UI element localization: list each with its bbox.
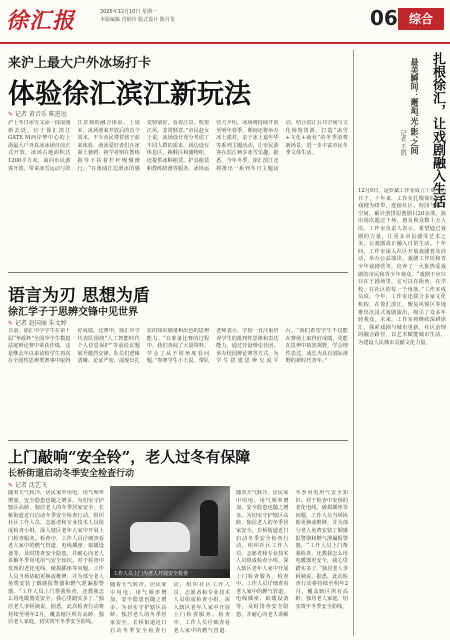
article4-kicker: 扎根徐汇，让戏剧融入生活: [430, 52, 445, 208]
photo-vehicle: [130, 522, 190, 552]
pen-icon: ✎: [8, 482, 14, 489]
photo-person: [200, 500, 218, 556]
article3-byline: [8, 480, 47, 489]
article4-byline: 记者 王凯: [399, 130, 406, 156]
divider: [8, 440, 348, 441]
article2-byline-text: 记者 赵国丽 朱文婷: [14, 320, 67, 327]
masthead: [0, 0, 450, 44]
masthead-date: 2025年12月10日 星期一: [100, 9, 158, 15]
article2-kicker: 语言为刃 思想为盾: [8, 286, 150, 306]
article1-byline-text: 记者 黄音乐 陈进远: [14, 111, 67, 118]
article3-photo: [110, 486, 230, 578]
article2-byline: [8, 318, 67, 327]
article1-byline: [8, 109, 67, 118]
article3-headline: 上门敲响“安全铃”，老人过冬有保障: [8, 448, 251, 466]
article1-body: 沪上冬日冰雪又添一抹浪漫新去处。位于徐汇滨江GATE M西岸梦中心的上海最大户外真冰冰场日前正式开放，冰场占地面积达1200平方米，面向市民游客开放，带来冰雪运动与滨江景观的融合体验。上周末，冰场迎来开放后的首个周末，不少市民带着孩子前来体验，滑冰爱好者们在冰面上驰骋，初学者则在教练指导下扶着栏杆慢慢滑行。“在黄浦江边滑冰的感觉特别好，看着江景，吹着江风，非常惬意。”市民赵女士说。冰场设计充分考虑了不同人群的需求，场边设有休息区、换鞋区和储物柜，还提供冰鞋租赁、护具租赁和教练陪滑等服务。冰场运营方介绍，冰场将持续开放至明年春季，期间还将举办冰上派对、亲子冰上嘉年华等系列主题活动，让市民游客在滨江畅享冰雪乐趣。据悉，今年冬季，徐汇滨江还将推出一系列冬日主题活动，结合滨江公共空间与文化场馆资源，打造“冰雪+文化+商业”的冬季消费新场景，进一步丰富市民冬季文体生活。: [8, 120, 348, 172]
article2-headline: 徐汇学子于思辨交锋中见世界: [8, 307, 138, 318]
article4-body: 12月9日，是罗斌工作室成立十周年的日子。十年来，工作室扎根徐汇，以戏剧为纽带，连接社区、校园与城市空间，累计创排原创剧目20余部，演出场次超过千场，惠及观众数十万人次。工作室负责人表示，希望通过戏剧的力量，让更多市民感受艺术之美，让戏剧真正融入日常生活。十年间，工作室深入社区开展戏剧普及活动，举办公益演出、戏剧工作坊和青少年戏剧营等，培养了一大批热爱戏剧的市民和青少年观众。“戏剧不应只存在于剧场里，它可以在街角、在学校、在社区的每一个角落。”工作室成员说。今年，工作室还联合多家文化机构，在徐汇滨江、衡复风貌区等地推出沉浸式戏剧演出，吸引了众多年轻观众。未来，工作室将继续深耕徐汇，探索戏剧与城市更新、社区治理的融合路径，以艺术赋能城市生活，为建设人民城市贡献文化力量。: [358, 188, 446, 346]
column-divider: [353, 50, 354, 636]
article2-body: 日前，徐汇中学学生在第十届“华政杯”全国中学生模拟法庭辩论赛中荣获佳绩，这是继去年以来该校学生再次在全国性思辨类赛事中取得好成绩。比赛中，徐汇中学代表队围绕“人工智能时代个人信息保护”等前沿议题展开激烈交锋。队员们逻辑清晰、论证严密，展现出扎实的知识储备和出色的思辨能力。“在准备比赛的过程中，我们查阅了大量资料，学会了从不同角度看问题。”参赛学生小王说。带队老师表示，学校一直注重培养学生的批判性思维和表达能力，通过开设辩论社团、举办校园辩论赛等方式，为学生搭建思辨交流平台。“我们希望学生不仅能在赛场上取得好成绩，更能在思辨中拓宽视野，学会理性表达，成长为具有国际视野的新时代青年。”: [8, 328, 348, 365]
article3-body-under-photo: 随着天气转冷，居民家中用电、用气频率增加，安全隐患也随之增多。为切实守护辖区高龄、独居老人的冬季居家安全，长桥街道近日启动冬季安全检查行动，组织社区工作人员、志愿者和专业技术人员组成检查小组，深入辖区老年人家中开展上门检查服务。检查中，工作人员仔细查看老人家中的燃气管道、: [110, 582, 230, 634]
article3-byline-text: 记者 沈艺飞: [14, 482, 47, 489]
article3-subhead: 长桥街道启动冬季安全检查行动: [8, 469, 135, 479]
article3-body-right: 随着天气转冷，居民家中用电、用气频率增加，安全隐患也随之增多。为切实守护辖区高龄、独居老人的冬季居家安全，长桥街道近日启动冬季安全检查行动，组织社区工作人员、志愿者和专业技术人员组成检查小组，深入辖区老年人家中开展上门检查服务。检查中，工作人员仔细查看老人家中的燃气管道、电线插座、取暖设备等，及时排查安全隐患，并耐心向老人讲解冬季用电用气安全知识。对于检查中发现的老化电线、破损插座等问题，工作人员当场协助更换或维修，并为部分老人免费安装了烟感报警器和燃气泄漏报警器。“工作人员上门帮我检查，还教我怎么用电暖器更安全，我心里踏实多了。”独居老人李阿姨说。据悉，此次检查行动将持续至明年2月，覆盖辖区所有高龄、独居老人家庭，切实筑牢冬季安全防线。: [236, 490, 348, 618]
pen-icon: ✎: [8, 111, 14, 118]
photo-caption: 工作人员上门为老人开展安全检查: [110, 569, 230, 578]
divider: [8, 272, 348, 273]
article4-headline: 最美瞬间：邂逅‘光·影’之间: [410, 58, 420, 155]
article1-headline: 体验徐汇滨江新玩法: [8, 79, 251, 110]
section-badge: 综合: [398, 8, 444, 30]
pen-icon: ✎: [8, 320, 14, 327]
article1-kicker: 来沪上最大户外冰场打卡: [8, 56, 152, 71]
masthead-meta: [100, 8, 175, 24]
article3-body-left: 随着天气转冷，居民家中用电、用气频率增加，安全隐患也随之增多。为切实守护辖区高龄、独居老人的冬季居家安全，长桥街道近日启动冬季安全检查行动，组织社区工作人员、志愿者和专业技术人员组成检查小组，深入辖区老年人家中开展上门检查服务。检查中，工作人员仔细查看老人家中的燃气管道、电线插座、取暖设备等，及时排查安全隐患，并耐心向老人讲解冬季用电用气安全知识。对于检查中发现的老化电线、破损插座等问题，工作人员当场协助更换或维修，并为部分老人免费安装了烟感报警器和燃气泄漏报警器。“工作人员上门帮我检查，还教我怎么用电暖器更安全，我心里踏实多了。”独居老人李阿姨说。据悉，此次检查行动将持续至明年2月，覆盖辖区所有高龄、独居老人家庭，切实筑牢冬季安全防线。: [8, 490, 104, 626]
masthead-editors: 本版编辑 肖炳玲 版式设计 陈月雯: [100, 17, 175, 23]
newspaper-logo: 徐汇报: [6, 8, 76, 34]
page-number: 06: [370, 6, 398, 30]
